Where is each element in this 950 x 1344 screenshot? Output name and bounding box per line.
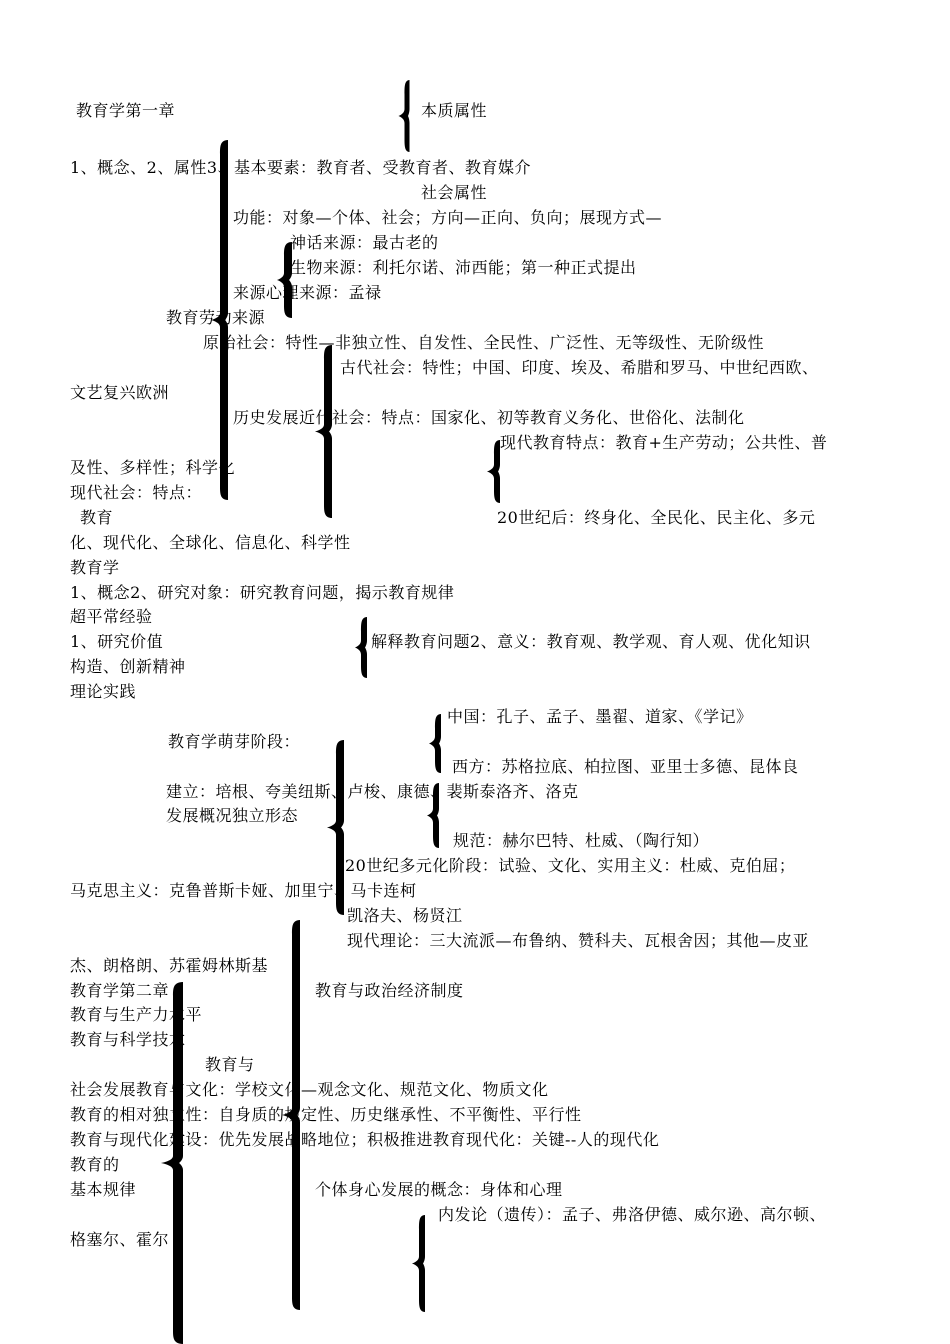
text-line: 教育劳动来源 xyxy=(166,308,266,327)
text-line: 历史发展近代社会：特点：国家化、初等教育义务化、世俗化、法制化 xyxy=(233,408,745,427)
brace-mark xyxy=(277,242,292,318)
text-line: 来源心理来源：孟禄 xyxy=(233,283,382,302)
text-line: 教育的相对独立性：自身质的规定性、历史继承性、不平衡性、平行性 xyxy=(70,1105,582,1124)
section-heading: 教育学 xyxy=(70,558,120,577)
text-line: 文艺复兴欧洲 xyxy=(70,383,170,402)
text-line: 20世纪后：终身化、全民化、民主化、多元 xyxy=(497,508,816,527)
text-line: 神话来源：最古老的 xyxy=(290,233,439,252)
text-line: 教育与科学技术 xyxy=(70,1030,186,1049)
text-line: 基本规律 xyxy=(70,1180,137,1199)
text-line: 教育与现代化建设：优先发展战略地位；积极推进教育现代化：关键--人的现代化 xyxy=(70,1130,660,1149)
text-line: 功能：对象—个体、社会；方向—正向、负向；展现方式— xyxy=(233,208,663,227)
text-line: 教育 xyxy=(80,508,114,527)
text-line: 杰、朗格朗、苏霍姆林斯基 xyxy=(70,956,269,975)
chapter-two-title: 教育学第二章 xyxy=(70,981,170,1000)
chapter-one-title: 教育学第一章 xyxy=(76,101,176,120)
text-line: 格塞尔、霍尔 xyxy=(70,1230,170,1249)
text-line: 1、研究价值 xyxy=(70,632,164,651)
text-line: 凯洛夫、杨贤江 xyxy=(347,906,463,925)
brace-mark xyxy=(399,80,410,152)
text-line: 构造、创新精神 xyxy=(70,657,186,676)
text-line: 1、概念2、研究对象：研究教育问题，揭示教育规律 xyxy=(70,583,455,602)
text-line: 中国：孔子、孟子、墨翟、道家、《学记》 xyxy=(447,707,753,726)
text-line: 1、概念、2、属性3、基本要素：教育者、受教育者、教育媒介 xyxy=(70,158,532,177)
text-line: 内发论（遗传）：孟子、弗洛伊德、威尔逊、高尔顿、 xyxy=(438,1205,827,1224)
text-line: 教育与生产力水平 xyxy=(70,1005,203,1024)
text-line: 发展概况独立形态 xyxy=(166,806,299,825)
text-line: 及性、多样性；科学化 xyxy=(70,458,236,477)
text-line: 教育的 xyxy=(70,1155,120,1174)
text-line: 现代理论：三大流派—布鲁纳、赞科夫、瓦根舍因；其他—皮亚 xyxy=(347,931,810,950)
text-line: 化、现代化、全球化、信息化、科学性 xyxy=(70,533,351,552)
text-line: 社会属性 xyxy=(421,183,488,202)
text-line: 个体身心发展的概念：身体和心理 xyxy=(315,1180,563,1199)
text-line: 现代教育特点：教育+生产劳动；公共性、普 xyxy=(500,433,828,452)
text-line: 规范：赫尔巴特、杜威、（陶行知） xyxy=(453,831,710,850)
text-line: 生物来源：利托尔诺、沛西能；第一种正式提出 xyxy=(290,258,637,277)
text-line: 教育与政治经济制度 xyxy=(315,981,464,1000)
text-line: 社会发展教育与文化：学校文化—观念文化、规范文化、物质文化 xyxy=(70,1080,549,1099)
text-line: 西方：苏格拉底、柏拉图、亚里士多德、昆体良 xyxy=(452,757,799,776)
brace-mark xyxy=(429,714,441,773)
text-line: 教育与 xyxy=(205,1055,255,1074)
text-line: 原始社会：特性—非独立性、自发性、全民性、广泛性、无等级性、无阶级性 xyxy=(203,333,765,352)
text-line: 现代社会：特点： xyxy=(70,483,203,502)
text-line: 本质属性 xyxy=(421,101,488,120)
brace-mark xyxy=(487,440,500,503)
brace-mark xyxy=(315,345,332,518)
brace-mark xyxy=(355,617,367,678)
text-line: 解释教育问题2、意义：教育观、教学观、育人观、优化知识 xyxy=(371,632,811,651)
text-line: 建立：培根、夸美纽斯、卢梭、康德、裴斯泰洛齐、洛克 xyxy=(166,782,579,801)
text-line: 超平常经验 xyxy=(70,607,153,626)
text-line: 教育学萌芽阶段： xyxy=(168,732,301,751)
text-line: 古代社会：特性；中国、印度、埃及、希腊和罗马、中世纪西欧、 xyxy=(340,358,819,377)
text-line: 20世纪多元化阶段：试验、文化、实用主义：杜威、克伯屈； xyxy=(345,856,796,875)
text-line: 马克思主义：克鲁普斯卡娅、加里宁、马卡连柯 xyxy=(70,881,417,900)
brace-mark xyxy=(412,1215,425,1312)
text-line: 理论实践 xyxy=(70,682,137,701)
